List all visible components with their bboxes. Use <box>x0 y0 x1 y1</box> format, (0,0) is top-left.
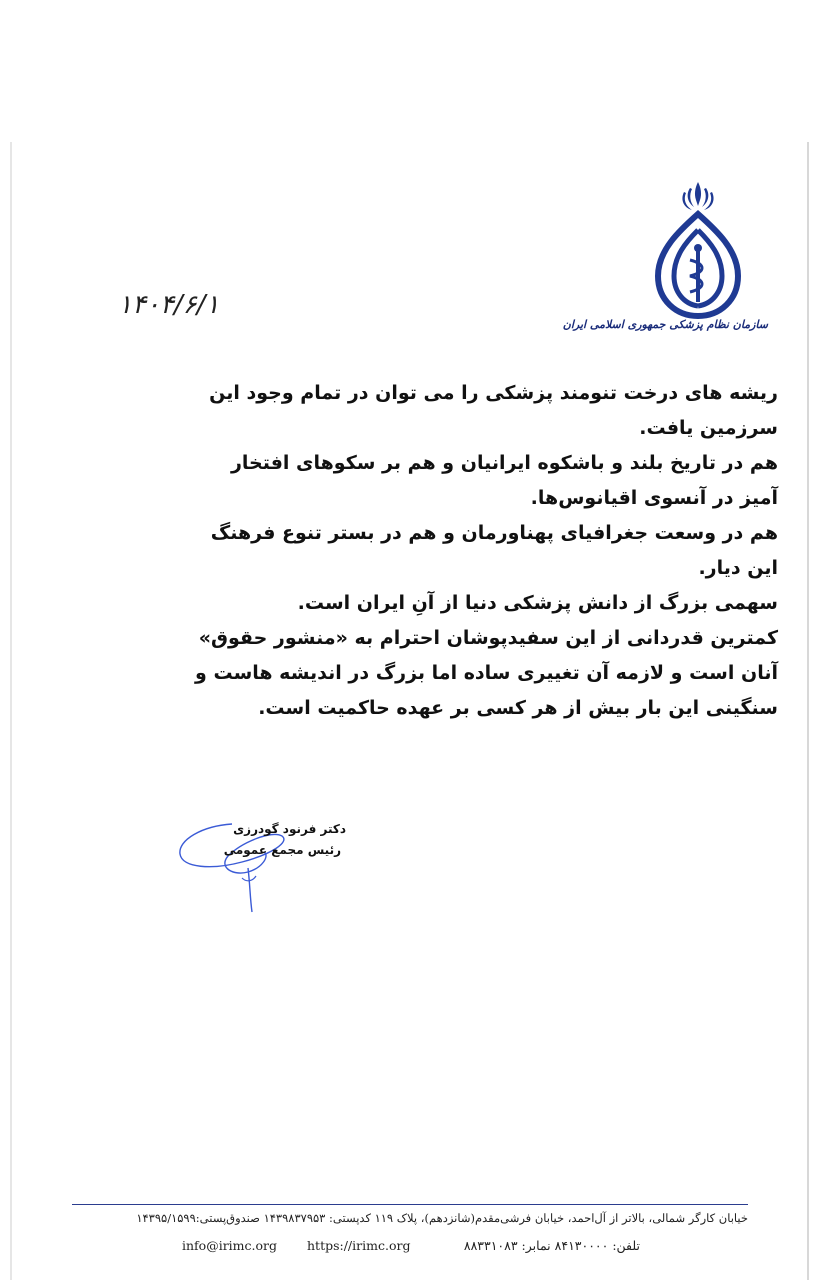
footer-website-link[interactable]: https://irimc.org <box>307 1238 411 1253</box>
body-line: سنگینی این بار بیش از هر کسی بر عهده حاکمیت است. <box>258 697 778 719</box>
footer-divider <box>72 1204 748 1205</box>
page-top-margin <box>0 0 818 142</box>
body-line: این دیار. <box>698 557 778 579</box>
body-line: کمترین قدردانی از این سفیدپوشان احترام به «منشور حقوق» <box>198 627 778 649</box>
letter-body <box>88 376 778 726</box>
organization-name: سازمان نظام پزشکی جمهوری اسلامی ایران <box>562 318 768 331</box>
iran-emblem-icon <box>682 182 713 210</box>
footer-address: خیابان کارگر شمالی، بالاتر از آل‌احمد، خیابان فرشی‌مقدم(شانزدهم)، پلاک ۱۱۹ کدپستی: ۱۴۳۹۸۳۷۹۵۳ صندوق‌پستی:۱۴۳۹۵/۱۵۹۹ <box>136 1211 748 1225</box>
footer-phone: تلفن: ۸۴۱۳۰۰۰۰ نمابر: ۸۸۳۳۱۰۸۳ <box>463 1238 640 1253</box>
signatory-title: رئیس مجمع عمومی <box>223 843 341 857</box>
body-line: سهمی بزرگ از دانش پزشکی دنیا از آنِ ایران است. <box>297 592 778 614</box>
body-line: سرزمین یافت. <box>639 417 778 439</box>
body-line: آمیز در آنسوی اقیانوس‌ها. <box>530 487 778 509</box>
footer-email-link[interactable]: info@irimc.org <box>182 1238 278 1253</box>
body-line: آنان است و لازمه آن تغییری ساده اما بزرگ در اندیشه هاست و <box>195 662 778 684</box>
letter-date: ۱۴۰۴/۶/۱ <box>118 290 220 320</box>
footer-contact <box>180 1238 640 1256</box>
body-line: ریشه های درخت تنومند پزشکی را می توان در تمام وجود این <box>209 382 778 404</box>
signatory-name: دکتر فرنود گودرزی <box>233 822 346 836</box>
irimc-emblem-icon <box>628 180 768 320</box>
body-line: هم در وسعت جغرافیای پهناورمان و هم در بستر تنوع فرهنگ <box>210 522 778 544</box>
body-line: هم در تاریخ بلند و باشکوه ایرانیان و هم بر سکوهای افتخار <box>230 452 778 474</box>
